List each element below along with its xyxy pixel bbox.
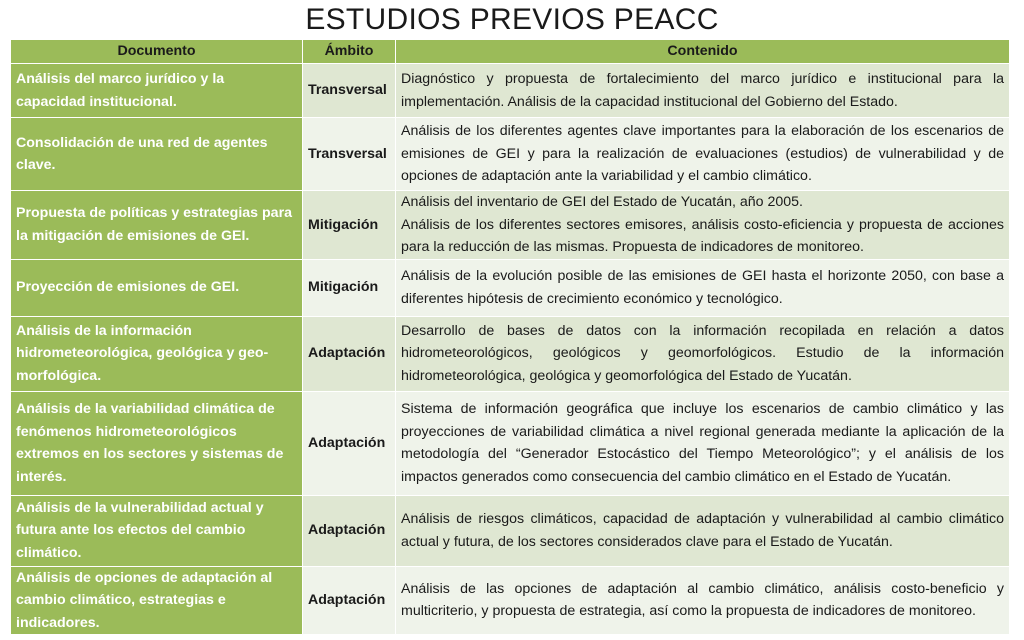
documento-cell: Análisis de la información hidrometeorológica, geológica y geo-morfológica. [11,316,303,391]
ambito-cell: Mitigación [303,259,396,316]
documento-cell: Proyección de emisiones de GEI. [11,259,303,316]
table-row [11,118,1010,191]
documento-cell: Análisis de opciones de adaptación al cambio climático, estrategias e indicadores. [11,566,303,635]
ambito-cell: Transversal [303,118,396,191]
documento-cell: Propuesta de políticas y estrategias para la mitigación de emisiones de GEI. [11,191,303,260]
contenido-cell [396,191,1010,260]
table-row [11,495,1010,566]
ambito-cell: Adaptación [303,391,396,495]
documento-cell: Análisis del marco jurídico y la capacidad institucional. [11,64,303,118]
contenido-line: Análisis de los diferentes sectores emisores, análisis costo-eficiencia y propuesta de acciones para la reducción de las mismas. Propuesta de indicadores de monitoreo. [401,216,1004,255]
table-header-row [11,40,1010,64]
documento-cell: Análisis de la variabilidad climática de fenómenos hidrometeorológicos extremos en los sectores y sistemas de interés. [11,391,303,495]
header-ambito: Ámbito [303,40,396,64]
header-documento: Documento [11,40,303,64]
ambito-cell: Transversal [303,64,396,118]
table-row [11,316,1010,391]
table-row [11,64,1010,118]
contenido-line: Análisis del inventario de GEI del Estado de Yucatán, año 2005. [401,194,803,210]
ambito-cell: Adaptación [303,495,396,566]
documento-cell: Análisis de la vulnerabilidad actual y futura ante los efectos del cambio climático. [11,495,303,566]
header-contenido: Contenido [396,40,1010,64]
contenido-cell: Análisis de los diferentes agentes clave importantes para la elaboración de los escenarios de emisiones de GEI y para la realización de evaluaciones (estudios) de vulnerabilidad y de opciones de adaptación ante la variabilidad y el cambio climático. [396,118,1010,191]
ambito-cell: Mitigación [303,191,396,260]
contenido-cell: Análisis de las opciones de adaptación al cambio climático, análisis costo-beneficio y multicriterio, y propuesta de estrategia, así como la propuesta de indicadores de monitoreo. [396,566,1010,635]
page-title: ESTUDIOS PREVIOS PEACC [305,3,719,36]
table-row [11,391,1010,495]
ambito-cell: Adaptación [303,566,396,635]
contenido-cell: Análisis de la evolución posible de las emisiones de GEI hasta el horizonte 2050, con base a diferentes hipótesis de crecimiento económico y tecnológico. [396,259,1010,316]
ambito-cell: Adaptación [303,316,396,391]
table-row [11,259,1010,316]
documento-cell: Consolidación de una red de agentes clave. [11,118,303,191]
contenido-cell: Análisis de riesgos climáticos, capacidad de adaptación y vulnerabilidad al cambio climático actual y futura, de los sectores considerados clave para el Estado de Yucatán. [396,495,1010,566]
table-row [11,191,1010,260]
contenido-cell: Desarrollo de bases de datos con la información recopilada en relación a datos hidrometeorológicos, geológicos y geomorfológicos. Estudio de la información hidrometeorológica, geológica y geomorfológica del Estado de Yucatán. [396,316,1010,391]
table-row [11,566,1010,635]
contenido-cell: Diagnóstico y propuesta de fortalecimiento del marco jurídico e institucional para la implementación. Análisis de la capacidad institucional del Gobierno del Estado. [396,64,1010,118]
contenido-cell: Sistema de información geográfica que incluye los escenarios de cambio climático y las proyecciones de variabilidad climática a nivel regional generada mediante la aplicación de la metodología del “Generador Estocástico del Tiempo Meteorológico”; y el análisis de los impactos generados como consecuencia del cambio climático en el Estado de Yucatán. [396,391,1010,495]
studies-table [10,39,1010,635]
